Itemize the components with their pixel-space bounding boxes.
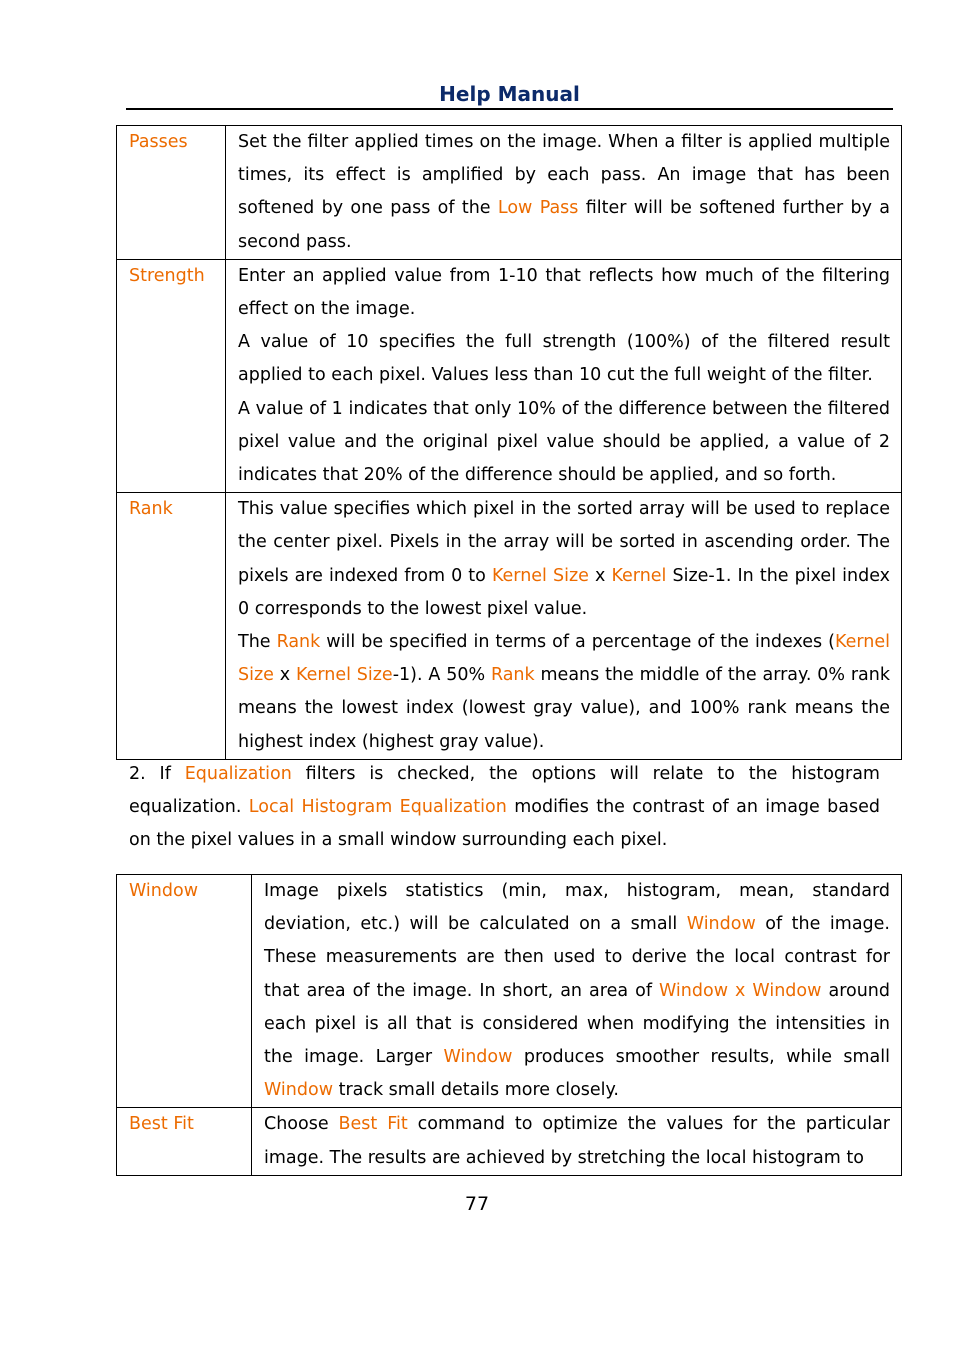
term-reference: Window xyxy=(264,1080,334,1101)
description-paragraph xyxy=(264,1108,890,1174)
option-description xyxy=(226,126,902,260)
option-description xyxy=(252,1108,902,1175)
page-header-title: Help Manual xyxy=(439,82,580,106)
table-row xyxy=(117,126,902,260)
text-run: Enter an applied value from 1-10 that reflects how much of the filtering effect on the image. xyxy=(238,265,890,320)
table-row xyxy=(117,259,902,492)
page-number: 77 xyxy=(464,1193,490,1215)
description-paragraph xyxy=(238,393,890,493)
filter-options-table xyxy=(116,125,902,760)
term-reference: Window x Window xyxy=(659,980,822,1001)
text-run: filter will be softened further by a second pass. xyxy=(238,198,890,252)
description-paragraph xyxy=(238,126,890,259)
term-reference: Rank xyxy=(276,632,321,653)
table-row xyxy=(117,493,902,760)
text-run: A value of 1 indicates that only 10% of the difference between the filtered pixel value and the original pixel value should be applied, a value of 2 indicates that 20% of the difference should be applied, and so forth. xyxy=(238,398,890,486)
option-description xyxy=(226,493,902,760)
text-run: track small details more closely. xyxy=(333,1080,619,1101)
text-run: -1). A 50% xyxy=(392,665,491,686)
option-label: Rank xyxy=(117,493,226,760)
table-row xyxy=(117,875,902,1108)
text-run: produces smoother results, while small xyxy=(512,1047,890,1068)
term-reference: Equalization xyxy=(184,764,292,784)
text-run: 2. If xyxy=(129,764,185,784)
text-run: modifies the contrast of an image based on the pixel values in a small window surrounding each pixel. xyxy=(129,797,880,851)
option-label: Best Fit xyxy=(117,1108,252,1175)
description-paragraph xyxy=(264,875,890,1107)
description-paragraph xyxy=(238,326,890,392)
term-reference: Kernel Size xyxy=(238,632,890,686)
term-reference: Kernel Size xyxy=(491,565,589,586)
term-reference: Window xyxy=(686,914,756,935)
option-label: Passes xyxy=(117,126,226,260)
term-reference: Local Histogram Equalization xyxy=(248,797,507,818)
description-paragraph xyxy=(238,493,890,626)
term-reference: Low Pass xyxy=(497,198,579,219)
description-paragraph xyxy=(238,626,890,759)
option-description xyxy=(226,259,902,492)
term-reference: Rank xyxy=(490,665,535,686)
text-run: means the middle of the array. 0% rank means the lowest index (lowest gray value), and 100% rank means the highest index (highest gray value). xyxy=(238,665,891,752)
text-run: x xyxy=(588,565,612,586)
text-run: A value of 10 specifies the full strength (100%) of the filtered result applied to each pixel. Values less than 10 cut the full weight of the filter. xyxy=(238,332,890,386)
term-reference: Best Fit xyxy=(338,1114,408,1135)
text-run: command to optimize the values for the particular image. The results are achieved by stretching the local histogram to xyxy=(264,1114,890,1168)
text-run: will be specified in terms of a percentage of the indexes ( xyxy=(320,632,836,653)
term-reference: Kernel Size xyxy=(295,665,393,686)
text-run: Choose xyxy=(264,1114,339,1135)
text-run: filters is checked, the options will relate to the histogram equalization. xyxy=(129,764,880,818)
text-run: Set the filter applied times on the image. When a filter is applied multiple times, its effect is amplified by each pass. An image that has been softened by one pass of the xyxy=(238,132,890,219)
option-label: Window xyxy=(117,875,252,1108)
equalization-options-table xyxy=(116,874,902,1176)
option-description xyxy=(252,875,902,1108)
equalization-paragraph xyxy=(129,758,880,858)
text-run: The xyxy=(238,632,277,653)
text-run: Image pixels statistics (min, max, histogram, mean, standard deviation, etc.) will be calculated on a small xyxy=(264,881,890,935)
header-rule xyxy=(126,108,893,110)
description-paragraph xyxy=(238,260,890,326)
text-run: This value specifies which pixel in the sorted array will be used to replace the center pixel. Pixels in the array will be sorted in ascending order. The pixels are indexed from 0 to xyxy=(238,499,890,586)
text-run: Size-1. In the pixel index 0 corresponds to the lowest pixel value. xyxy=(238,565,891,619)
text-run: of the image. These measurements are then used to derive the local contrast for that area of the image. In short, an area of xyxy=(264,914,890,1001)
text-run: x xyxy=(273,665,296,686)
term-reference: Kernel xyxy=(611,565,667,586)
option-label: Strength xyxy=(117,259,226,492)
table-row xyxy=(117,1108,902,1175)
term-reference: Window xyxy=(443,1047,513,1068)
text-run: around each pixel is all that is considered when modifying the intensities in the image. Larger xyxy=(264,980,890,1068)
